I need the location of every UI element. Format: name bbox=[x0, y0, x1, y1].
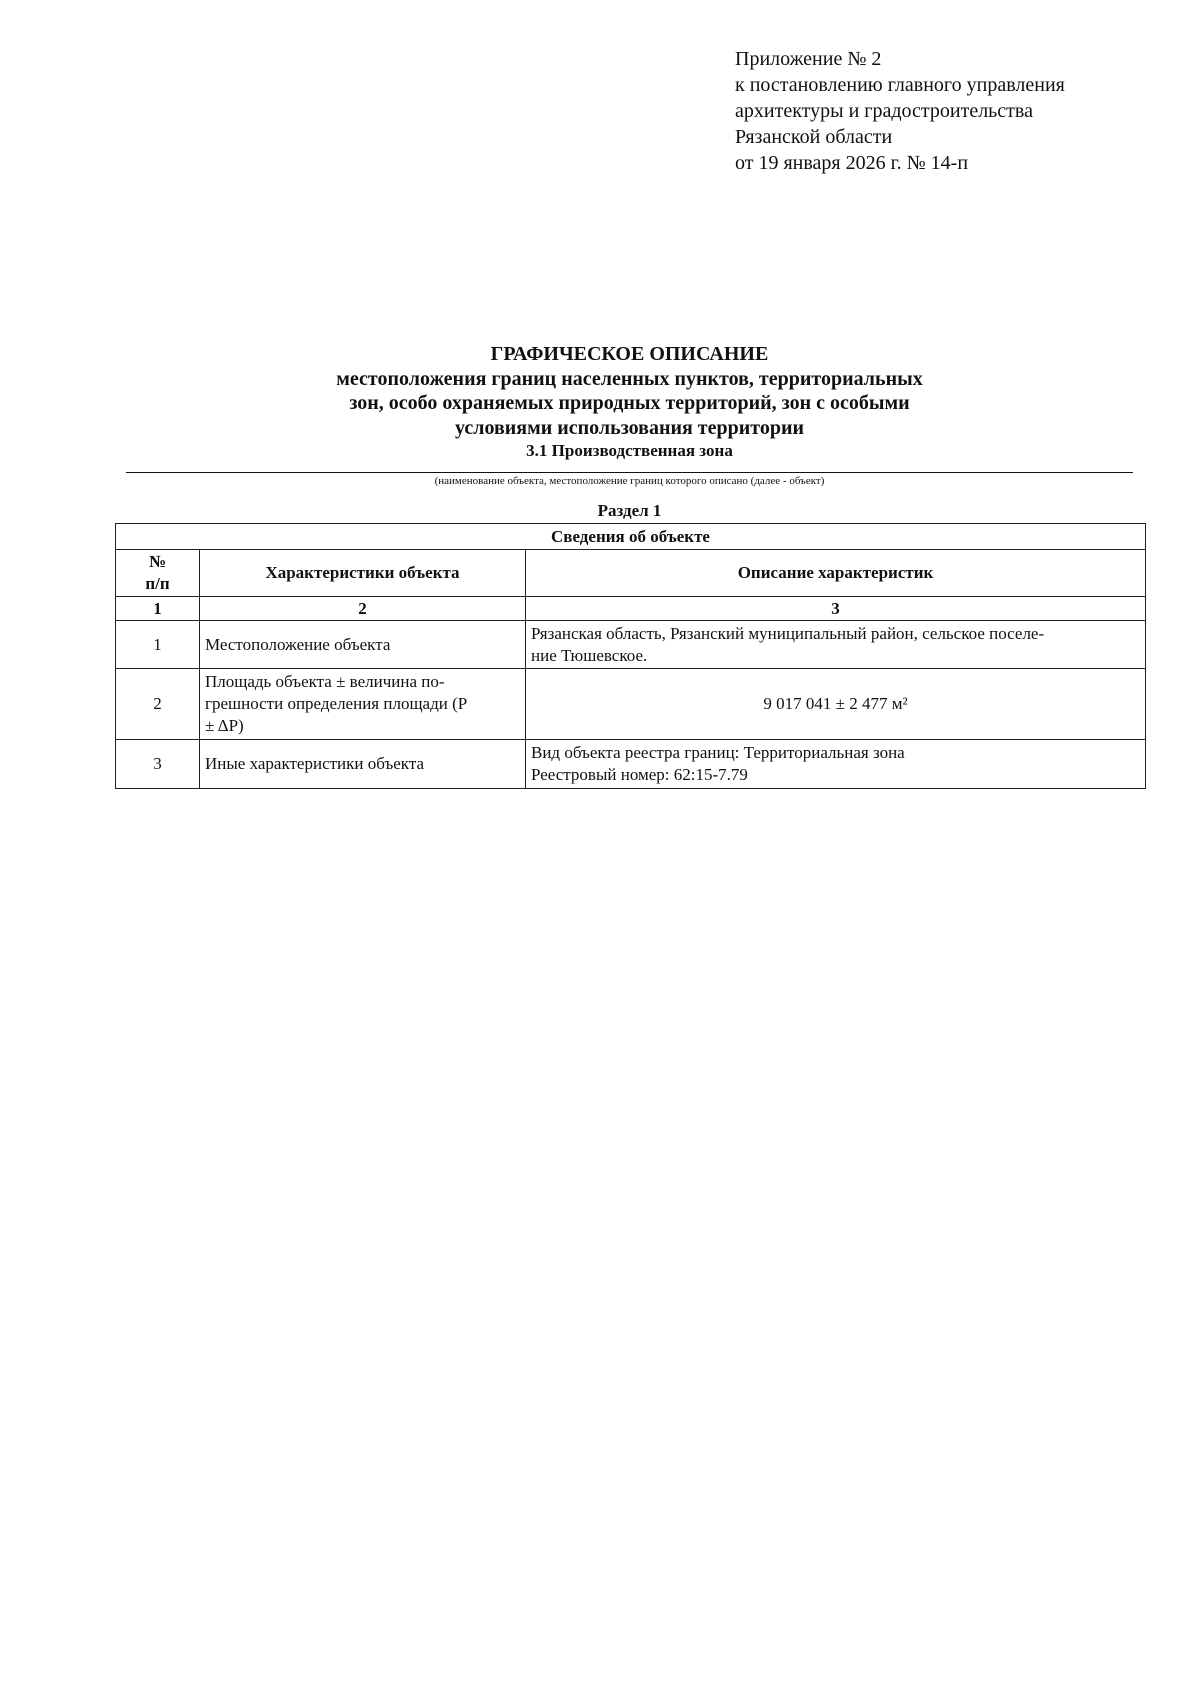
description-line: Рязанская область, Рязанский муниципальный район, сельское поселе- bbox=[531, 623, 1045, 643]
object-info-table bbox=[115, 523, 1146, 789]
description-line: Реестровый номер: 62:15-7.79 bbox=[531, 765, 748, 784]
row-description bbox=[526, 740, 1146, 789]
row-number: 1 bbox=[116, 621, 200, 669]
column-number-row bbox=[116, 597, 1146, 621]
table-row bbox=[116, 740, 1146, 789]
document-title: ГРАФИЧЕСКОЕ ОПИСАНИЕ bbox=[490, 343, 769, 365]
column-number: 3 bbox=[526, 597, 1146, 621]
row-description bbox=[526, 621, 1146, 669]
table-caption-row bbox=[116, 524, 1146, 550]
table-row bbox=[116, 669, 1146, 740]
row-characteristic bbox=[200, 669, 526, 740]
row-number: 3 bbox=[116, 740, 200, 789]
header-number-bottom: п/п bbox=[145, 574, 170, 593]
column-number: 2 bbox=[200, 597, 526, 621]
header-characteristics: Характеристики объекта bbox=[200, 550, 526, 597]
appendix-line: архитектуры и градостроительства bbox=[735, 100, 1033, 122]
title-line: условиями использования территории bbox=[454, 416, 805, 439]
table-caption: Сведения об объекте bbox=[116, 524, 1146, 550]
title-line: зон, особо охраняемых природных территорий, зон с особыми bbox=[349, 392, 910, 414]
row-characteristic: Иные характеристики объекта bbox=[200, 740, 526, 789]
row-characteristic: Местоположение объекта bbox=[200, 621, 526, 669]
title-line: местоположения границ населенных пунктов, территориальных bbox=[336, 367, 923, 390]
object-name: 3.1 Производственная зона bbox=[526, 441, 733, 460]
object-name-underline bbox=[126, 472, 1133, 473]
characteristic-line: грешности определения площади (P bbox=[205, 694, 468, 713]
appendix-line: Приложение № 2 bbox=[735, 48, 882, 70]
row-number: 2 bbox=[116, 669, 200, 740]
characteristic-line: ± ΔP) bbox=[205, 716, 244, 735]
column-number: 1 bbox=[116, 597, 200, 621]
document-title-block bbox=[126, 342, 1133, 462]
object-name-caption: (наименование объекта, местоположение границ которого описано (далее - объект) bbox=[434, 475, 825, 487]
description-line: ние Тюшевское. bbox=[531, 645, 648, 665]
appendix-block bbox=[735, 46, 1165, 176]
row-description: 9 017 041 ± 2 477 м² bbox=[526, 669, 1146, 740]
header-number bbox=[116, 550, 200, 597]
appendix-line: от 19 января 2026 г. № 14-п bbox=[735, 152, 969, 174]
section-title: Раздел 1 bbox=[597, 501, 662, 520]
description-line: Вид объекта реестра границ: Территориальная зона bbox=[531, 743, 905, 762]
header-number-top: № bbox=[148, 552, 167, 571]
table-row bbox=[116, 621, 1146, 669]
header-description: Описание характеристик bbox=[526, 550, 1146, 597]
table-header-row bbox=[116, 550, 1146, 597]
appendix-line: к постановлению главного управления bbox=[735, 74, 1065, 96]
appendix-line: Рязанской области bbox=[735, 126, 893, 148]
characteristic-line: Площадь объекта ± величина по- bbox=[205, 672, 445, 691]
